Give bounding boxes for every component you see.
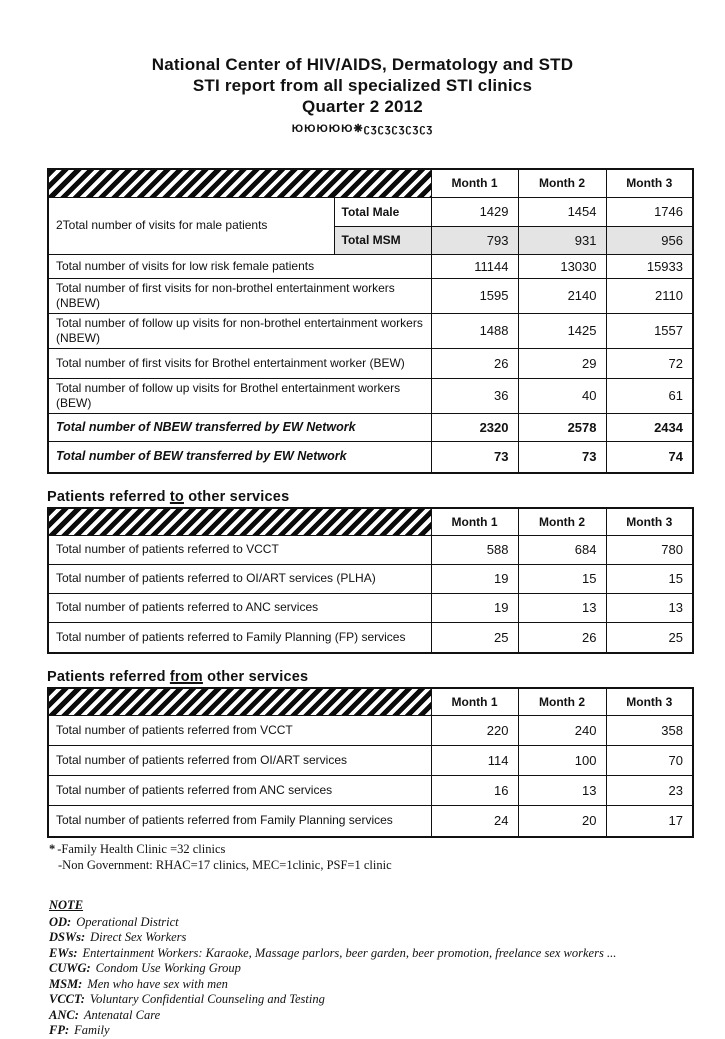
heading-text: other services bbox=[202, 669, 309, 685]
note-line bbox=[49, 930, 725, 946]
value-cell: 358 bbox=[606, 715, 693, 745]
value-cell: 19 bbox=[431, 593, 518, 622]
report-header bbox=[0, 0, 725, 135]
note-abbr: MSM: bbox=[49, 976, 83, 991]
table-row bbox=[48, 254, 693, 278]
note-text: Family bbox=[74, 1023, 110, 1037]
value-cell: 2140 bbox=[518, 278, 606, 313]
table-row bbox=[48, 593, 693, 622]
month-3-header: Month 3 bbox=[606, 169, 693, 197]
note-line bbox=[49, 1023, 725, 1039]
table-row bbox=[48, 715, 693, 745]
value-cell: 956 bbox=[606, 226, 693, 254]
note-text: Men who have sex with men bbox=[87, 976, 228, 991]
table-header-row bbox=[48, 169, 693, 197]
value-cell: 1746 bbox=[606, 197, 693, 226]
month-2-header: Month 2 bbox=[518, 508, 606, 535]
footnotes bbox=[49, 841, 725, 873]
month-3-header: Month 3 bbox=[606, 508, 693, 535]
month-1-header: Month 1 bbox=[431, 508, 518, 535]
footnote-line bbox=[49, 857, 725, 873]
visits-table bbox=[47, 168, 694, 474]
table-row bbox=[48, 805, 693, 837]
value-cell: 74 bbox=[606, 441, 693, 473]
value-cell: 13 bbox=[518, 775, 606, 805]
table-row bbox=[48, 622, 693, 653]
note-line bbox=[49, 946, 725, 962]
row-label: Total number of patients referred to VCCT bbox=[48, 535, 431, 564]
value-cell: 793 bbox=[431, 226, 518, 254]
value-cell: 1557 bbox=[606, 313, 693, 348]
value-cell: 73 bbox=[518, 441, 606, 473]
row-label: Total number of BEW transferred by EW Network bbox=[48, 441, 431, 473]
value-cell: 15 bbox=[518, 564, 606, 593]
footnote-text: -Non Government: RHAC=17 clinics, MEC=1clinic, PSF=1 clinic bbox=[58, 858, 392, 872]
note-line bbox=[49, 961, 725, 977]
value-cell: 2578 bbox=[518, 413, 606, 441]
report-quarter: Quarter 2 2012 bbox=[302, 97, 423, 116]
value-cell: 40 bbox=[518, 378, 606, 413]
heading-underlined-word: to bbox=[169, 489, 184, 505]
value-cell: 23 bbox=[606, 775, 693, 805]
table-row bbox=[48, 197, 693, 226]
row-label: Total number of follow up visits for non-brothel entertainment workers (NBEW) bbox=[48, 313, 431, 348]
value-cell: 15 bbox=[606, 564, 693, 593]
month-2-header: Month 2 bbox=[518, 169, 606, 197]
note-text: Operational District bbox=[76, 914, 179, 929]
referred-to-table bbox=[47, 507, 694, 654]
value-cell: 70 bbox=[606, 745, 693, 775]
value-cell: 1454 bbox=[518, 197, 606, 226]
note-block bbox=[49, 898, 725, 1039]
value-cell: 114 bbox=[431, 745, 518, 775]
note-abbr: VCCT: bbox=[49, 992, 85, 1006]
row-label: Total number of first visits for Brothel entertainment worker (BEW) bbox=[48, 348, 431, 378]
month-1-header: Month 1 bbox=[431, 169, 518, 197]
row-label: Total number of patients referred from OI/ART services bbox=[48, 745, 431, 775]
row-label: Total number of follow up visits for Brothel entertainment workers (BEW) bbox=[48, 378, 431, 413]
note-line bbox=[49, 915, 725, 931]
table-row bbox=[48, 564, 693, 593]
footnote-text: -Family Health Clinic =32 clinics bbox=[57, 842, 226, 856]
value-cell: 19 bbox=[431, 564, 518, 593]
section-heading-referred-from bbox=[47, 669, 725, 685]
value-cell: 16 bbox=[431, 775, 518, 805]
month-3-header: Month 3 bbox=[606, 688, 693, 715]
ornament-divider: ЮЮЮЮЮ❋ʗʒʗʒʗʒʗʒʗʒ bbox=[291, 123, 434, 135]
note-text: Antenatal Care bbox=[83, 1007, 161, 1022]
sub-row-label: Total MSM bbox=[334, 226, 431, 254]
value-cell: 13030 bbox=[518, 254, 606, 278]
value-cell: 588 bbox=[431, 535, 518, 564]
value-cell: 29 bbox=[518, 348, 606, 378]
hatched-header-cell bbox=[48, 169, 431, 197]
table-row bbox=[48, 378, 693, 413]
note-line bbox=[49, 1008, 725, 1024]
value-cell: 72 bbox=[606, 348, 693, 378]
value-cell: 20 bbox=[518, 805, 606, 837]
row-label: Total number of patients referred from ANC services bbox=[48, 775, 431, 805]
row-label: Total number of NBEW transferred by EW Network bbox=[48, 413, 431, 441]
month-1-header: Month 1 bbox=[431, 688, 518, 715]
note-text: Entertainment Workers: Karaoke, Massage parlors, beer garden, beer promotion, freelance sex workers ... bbox=[82, 945, 617, 960]
table-row bbox=[48, 348, 693, 378]
note-heading: NOTE bbox=[49, 898, 84, 912]
note-text: Voluntary Confidential Counseling and Testing bbox=[89, 992, 325, 1006]
value-cell: 26 bbox=[518, 622, 606, 653]
note-abbr: DSWs: bbox=[49, 930, 86, 944]
value-cell: 2320 bbox=[431, 413, 518, 441]
footnote-line bbox=[49, 841, 725, 857]
note-text: Condom Use Working Group bbox=[95, 961, 241, 975]
note-abbr: EWs: bbox=[49, 945, 78, 960]
table-header-row bbox=[48, 508, 693, 535]
value-cell: 2434 bbox=[606, 413, 693, 441]
table-row bbox=[48, 775, 693, 805]
value-cell: 2110 bbox=[606, 278, 693, 313]
value-cell: 1595 bbox=[431, 278, 518, 313]
table-row-total bbox=[48, 441, 693, 473]
referred-from-table bbox=[47, 687, 694, 838]
hatched-header-cell bbox=[48, 508, 431, 535]
value-cell: 25 bbox=[431, 622, 518, 653]
row-label: Total number of patients referred from Family Planning services bbox=[48, 805, 431, 837]
row-label: 2Total number of visits for male patients bbox=[48, 197, 334, 254]
value-cell: 100 bbox=[518, 745, 606, 775]
value-cell: 36 bbox=[431, 378, 518, 413]
value-cell: 17 bbox=[606, 805, 693, 837]
value-cell: 25 bbox=[606, 622, 693, 653]
month-2-header: Month 2 bbox=[518, 688, 606, 715]
value-cell: 73 bbox=[431, 441, 518, 473]
row-label: Total number of patients referred from VCCT bbox=[48, 715, 431, 745]
value-cell: 780 bbox=[606, 535, 693, 564]
heading-underlined-word: from bbox=[169, 669, 203, 685]
heading-text: Patients referred bbox=[47, 489, 170, 505]
report-subtitle: STI report from all specialized STI clinics bbox=[192, 76, 533, 95]
row-label: Total number of visits for low risk female patients bbox=[48, 254, 431, 278]
row-label: Total number of patients referred to OI/ART services (PLHA) bbox=[48, 564, 431, 593]
value-cell: 240 bbox=[518, 715, 606, 745]
row-label: Total number of patients referred to Family Planning (FP) services bbox=[48, 622, 431, 653]
table-row bbox=[48, 278, 693, 313]
heading-text: Patients referred bbox=[47, 669, 170, 685]
value-cell: 11144 bbox=[431, 254, 518, 278]
table-row bbox=[48, 745, 693, 775]
report-title: National Center of HIV/AIDS, Dermatology and STD bbox=[151, 55, 574, 74]
table-row bbox=[48, 535, 693, 564]
note-abbr: FP: bbox=[49, 1023, 70, 1037]
value-cell: 1429 bbox=[431, 197, 518, 226]
note-abbr: ANC: bbox=[49, 1007, 79, 1022]
value-cell: 15933 bbox=[606, 254, 693, 278]
value-cell: 26 bbox=[431, 348, 518, 378]
hatched-header-cell bbox=[48, 688, 431, 715]
note-line bbox=[49, 992, 725, 1008]
row-label: Total number of patients referred to ANC services bbox=[48, 593, 431, 622]
note-abbr: CUWG: bbox=[49, 961, 91, 975]
value-cell: 24 bbox=[431, 805, 518, 837]
value-cell: 61 bbox=[606, 378, 693, 413]
value-cell: 13 bbox=[518, 593, 606, 622]
value-cell: 220 bbox=[431, 715, 518, 745]
table-row bbox=[48, 313, 693, 348]
note-abbr: OD: bbox=[49, 914, 72, 929]
value-cell: 1488 bbox=[431, 313, 518, 348]
sub-row-label: Total Male bbox=[334, 197, 431, 226]
value-cell: 684 bbox=[518, 535, 606, 564]
table-row-total bbox=[48, 413, 693, 441]
heading-text: other services bbox=[183, 489, 290, 505]
value-cell: 1425 bbox=[518, 313, 606, 348]
asterisk-marker: * bbox=[49, 842, 56, 856]
note-line bbox=[49, 977, 725, 993]
value-cell: 931 bbox=[518, 226, 606, 254]
table-header-row bbox=[48, 688, 693, 715]
section-heading-referred-to bbox=[47, 489, 725, 505]
row-label: Total number of first visits for non-brothel entertainment workers (NBEW) bbox=[48, 278, 431, 313]
value-cell: 13 bbox=[606, 593, 693, 622]
note-text: Direct Sex Workers bbox=[90, 930, 187, 944]
